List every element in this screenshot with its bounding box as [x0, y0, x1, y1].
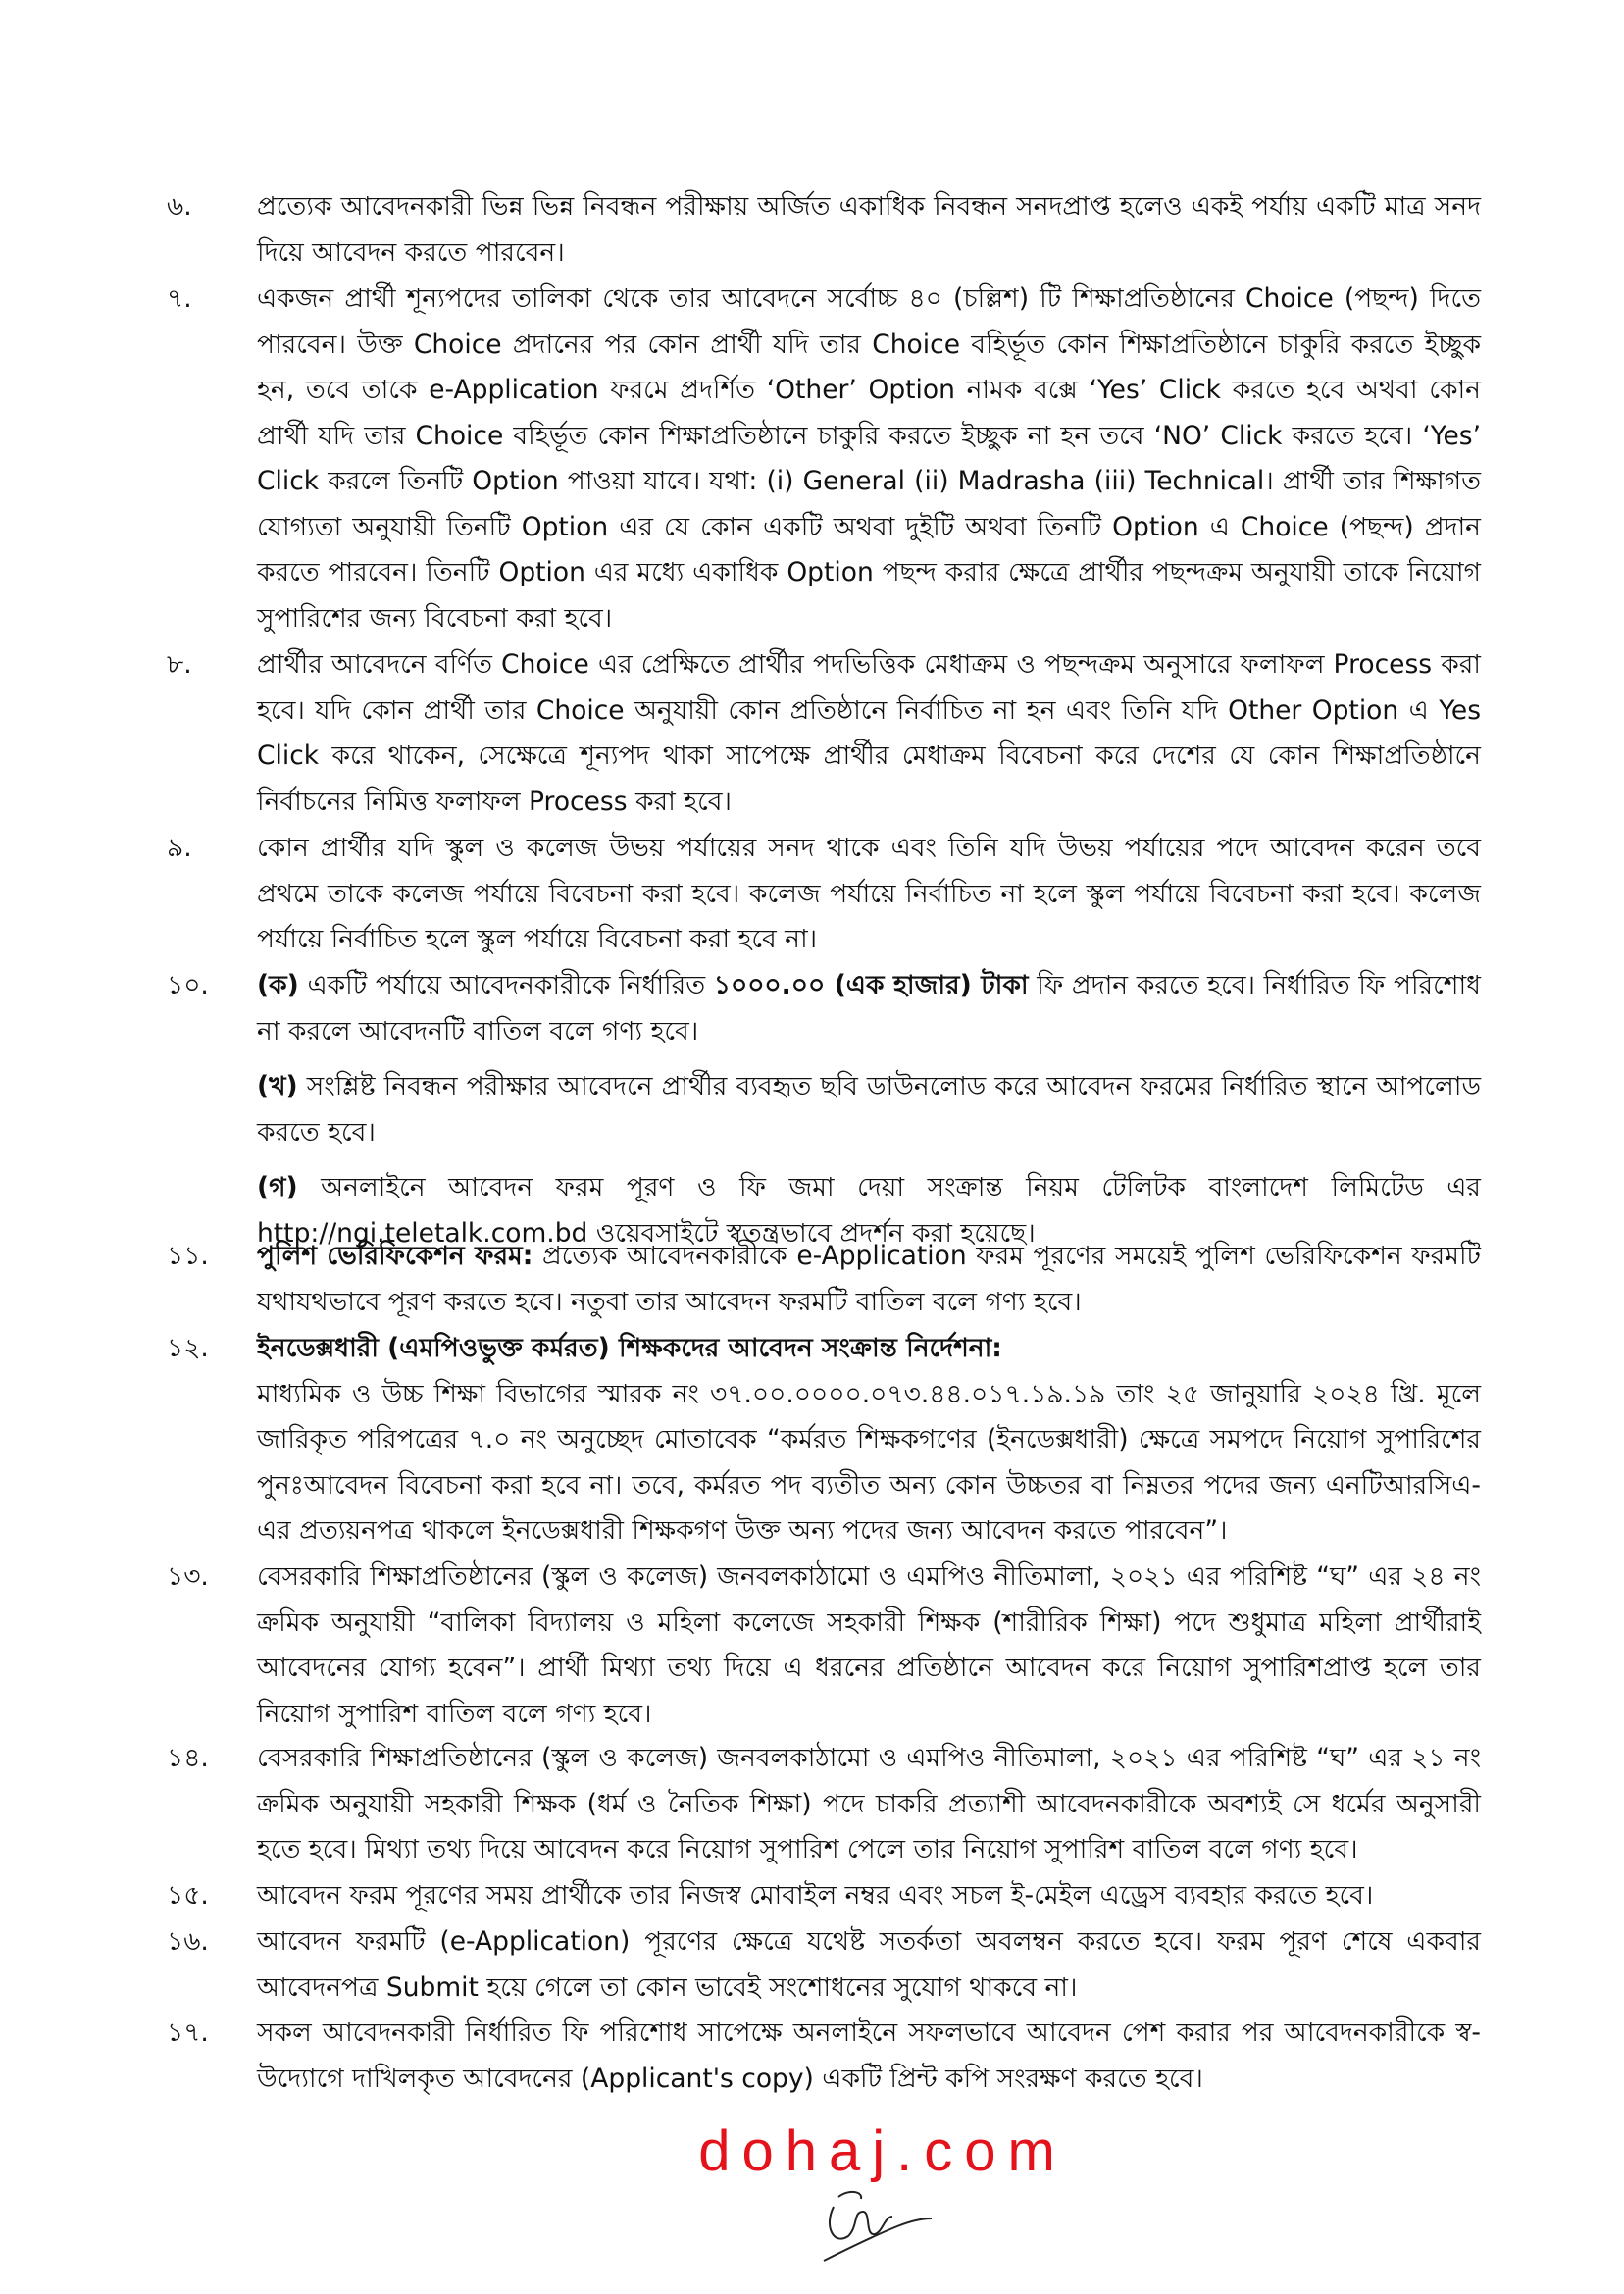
clause-number: ১২. [167, 1333, 209, 1363]
clause-text: একজন প্রার্থী শূন্যপদের তালিকা থেকে তার আবেদনে সর্বোচ্চ ৪০ (চল্লিশ) টি শিক্ষাপ্রতিষ্ঠানের Choice (পছন্দ) দিতে পারবেন। উক্ত Choice প্রদানের পর কোন প্রার্থী যদি তার Choice বহির্ভূত কোন শিক্ষাপ্রতিষ্ঠানে চাকুরি করতে ইচ্ছুক হন, তবে তাকে e-Application ফরমে প্রদর্শিত ‘Other’ Option নামক বক্সে ‘Yes’ Click করতে হবে অথবা কোন প্রার্থী যদি তার Choice বহির্ভূত কোন শিক্ষাপ্রতিষ্ঠানে চাকুরি করতে ইচ্ছুক না হন তবে ‘NO’ Click করতে হবে। ‘Yes’ Click করলে তিনটি Option পাওয়া যাবে। যথা: (i) General (ii) Madrasha (iii) Technical। প্রার্থী তার শিক্ষাগত যোগ্যতা অনুযায়ী তিনটি Option এর যে কোন একটি অথবা দুইটি অথবা তিনটি Option এ Choice (পছন্দ) প্রদান করতে পারবেন। তিনটি Option এর মধ্যে একাধিক Option পছন্দ করার ক্ষেত্রে প্রার্থীর পছন্দক্রম অনুযায়ী তাকে নিয়োগ সুপারিশের জন্য বিবেচনা করা হবে। [257, 283, 1481, 634]
clause-text: বেসরকারি শিক্ষাপ্রতিষ্ঠানের (স্কুল ও কলেজ) জনবলকাঠামো ও এমপিও নীতিমালা, ২০২১ এর পরিশিষ্ট “ঘ” এর ২১ নং ক্রমিক অনুযায়ী সহকারী শিক্ষক (ধর্ম ও নৈতিক শিক্ষা) পদে চাকরি প্রত্যাশী আবেদনকারীকে অবশ্যই সে ধর্মের অনুসারী হতে হবে। মিথ্যা তথ্য দিয়ে আবেদন করে নিয়োগ সুপারিশ পেলে তার নিয়োগ সুপারিশ বাতিল বলে গণ্য হবে। [257, 1743, 1481, 1864]
clause-number: ১৬. [167, 1926, 209, 1957]
clause-text: পুলিশ ভেরিফিকেশন ফরম: প্রত্যেক আবেদনকারীকে e-Application ফরম পূরণের সময়েই পুলিশ ভেরিফিকেশন ফরমটি যথাযথভাবে পূরণ করতে হবে। নতুবা তার আবেদন ফরমটি বাতিল বলে গণ্য হবে। [257, 1241, 1481, 1317]
clause-number: ১০. [167, 970, 209, 1000]
clause-number: ১৪. [167, 1743, 209, 1773]
clause-text-b: (খ) সংশ্লিষ্ট নিবন্ধন পরীক্ষার আবেদনে প্রার্থীর ব্যবহৃত ছবি ডাউনলোড করে আবেদন ফরমের নির্ধারিত স্থানে আপলোড করতে হবে। [257, 1071, 1481, 1147]
clause-text: আবেদন ফরমটি (e-Application) পূরণের ক্ষেত্রে যথেষ্ট সতর্কতা অবলম্বন করতে হবে। ফরম পূরণ শেষে একবার আবেদনপত্র Submit হয়ে গেলে তা কোন ভাবেই সংশোধনের সুযোগ থাকবে না। [257, 1926, 1481, 2003]
clause-text-c: (গ) অনলাইনে আবেদন ফরম পূরণ ও ফি জমা দেয়া সংক্রান্ত নিয়ম টেলিটক বাংলাদেশ লিমিটেড এর http://ngi.teletalk.com.bd ওয়েবসাইটে স্বতন্ত্রভাবে প্রদর্শন করা হয়েছে। [257, 1172, 1481, 1249]
clause-text-a: (ক) একটি পর্যায়ে আবেদনকারীকে নির্ধারিত ১০০০.০০ (এক হাজার) টাকা ফি প্রদান করতে হবে। নির্ধারিত ফি পরিশোধ না করলে আবেদনটি বাতিল বলে গণ্য হবে। [257, 970, 1481, 1046]
clause-text: প্রার্থীর আবেদনে বর্ণিত Choice এর প্রেক্ষিতে প্রার্থীর পদভিত্তিক মেধাক্রম ও পছন্দক্রম অনুসারে ফলাফল Process করা হবে। যদি কোন প্রার্থী তার Choice অনুযায়ী কোন প্রতিষ্ঠানে নির্বাচিত না হন এবং তিনি যদি Other Option এ Yes Click করে থাকেন, সেক্ষেত্রে শূন্যপদ থাকা সাপেক্ষে প্রার্থীর মেধাক্রম বিবেচনা করে দেশের যে কোন শিক্ষাপ্রতিষ্ঠানে নির্বাচনের নিমিত্ত ফলাফল Process করা হবে। [257, 649, 1481, 817]
clause-text: মাধ্যমিক ও উচ্চ শিক্ষা বিভাগের স্মারক নং ৩৭.০০.০০০০.০৭৩.৪৪.০১৭.১৯.১৯ তাং ২৫ জানুয়ারি ২০২৪ খ্রি. মূলে জারিকৃত পরিপত্রের ৭.০ নং অনুচ্ছেদ মোতাবেক “কর্মরত শিক্ষকগণের (ইনডেক্সধারী) ক্ষেত্রে সমপদে নিয়োগ সুপারিশের পুনঃআবেদন বিবেচনা করা হবে না। তবে, কর্মরত পদ ব্যতীত অন্য কোন উচ্চতর বা নিম্নতর পদের জন্য এনটিআরসিএ-এর প্রত্যয়নপত্র থাকলে ইনডেক্সধারী শিক্ষকগণ উক্ত অন্য পদের জন্য আবেদন করতে পারবেন”। [257, 1378, 1481, 1546]
clause-text: আবেদন ফরম পূরণের সময় প্রার্থীকে তার নিজস্ব মোবাইল নম্বর এবং সচল ই-মেইল এড্রেস ব্যবহার করতে হবে। [257, 1880, 1374, 1911]
clause-number: ৬. [167, 191, 192, 222]
clause-text: কোন প্রার্থীর যদি স্কুল ও কলেজ উভয় পর্যায়ের সনদ থাকে এবং তিনি যদি উভয় পর্যায়ের পদে আবেদন করেন তবে প্রথমে তাকে কলেজ পর্যায়ে বিবেচনা করা হবে। কলেজ পর্যায়ে নির্বাচিত না হলে স্কুল পর্যায়ে বিবেচনা করা হবে। কলেজ পর্যায়ে নির্বাচিত হলে স্কুল পর্যায়ে বিবেচনা করা হবে না। [257, 833, 1481, 954]
clause-number: ১১. [167, 1241, 209, 1271]
clause-number: ৭. [167, 283, 192, 314]
clause-number: ১৩. [167, 1561, 209, 1592]
clause-text: বেসরকারি শিক্ষাপ্রতিষ্ঠানের (স্কুল ও কলেজ) জনবলকাঠামো ও এমপিও নীতিমালা, ২০২১ এর পরিশিষ্ট “ঘ” এর ২৪ নং ক্রমিক অনুযায়ী “বালিকা বিদ্যালয় ও মহিলা কলেজে সহকারী শিক্ষক (শারীরিক শিক্ষা) পদে শুধুমাত্র মহিলা প্রার্থীরাই আবেদনের যোগ্য হবেন”। প্রার্থী মিথ্যা তথ্য দিয়ে এ ধরনের প্রতিষ্ঠানে আবেদন করে নিয়োগ সুপারিশপ্রাপ্ত হলে তার নিয়োগ সুপারিশ বাতিল বলে গণ্য হবে। [257, 1561, 1481, 1729]
clause-text: প্রত্যেক আবেদনকারী ভিন্ন ভিন্ন নিবন্ধন পরীক্ষায় অর্জিত একাধিক নিবন্ধন সনদপ্রাপ্ত হলেও একই পর্যায় একটি মাত্র সনদ দিয়ে আবেদন করতে পারবেন। [257, 191, 1481, 268]
clause-text: সকল আবেদনকারী নির্ধারিত ফি পরিশোধ সাপেক্ষে অনলাইনে সফলভাবে আবেদন পেশ করার পর আবেদনকারীকে স্ব-উদ্যোগে দাখিলকৃত আবেদনের (Applicant's copy) একটি প্রিন্ট কপি সংরক্ষণ করতে হবে। [257, 2017, 1481, 2094]
clause-heading: ইনডেক্সধারী (এমপিওভুক্ত কর্মরত) শিক্ষকদের আবেদন সংক্রান্ত নির্দেশনা: [257, 1333, 1002, 1363]
clause-number: ১৭. [167, 2017, 209, 2048]
signature-icon [804, 2167, 1000, 2275]
clause-number: ১৫. [167, 1880, 209, 1911]
watermark-text: dohaj.com [698, 2119, 1067, 2183]
clause-number: ৮. [167, 649, 192, 680]
clause-number: ৯. [167, 833, 192, 863]
